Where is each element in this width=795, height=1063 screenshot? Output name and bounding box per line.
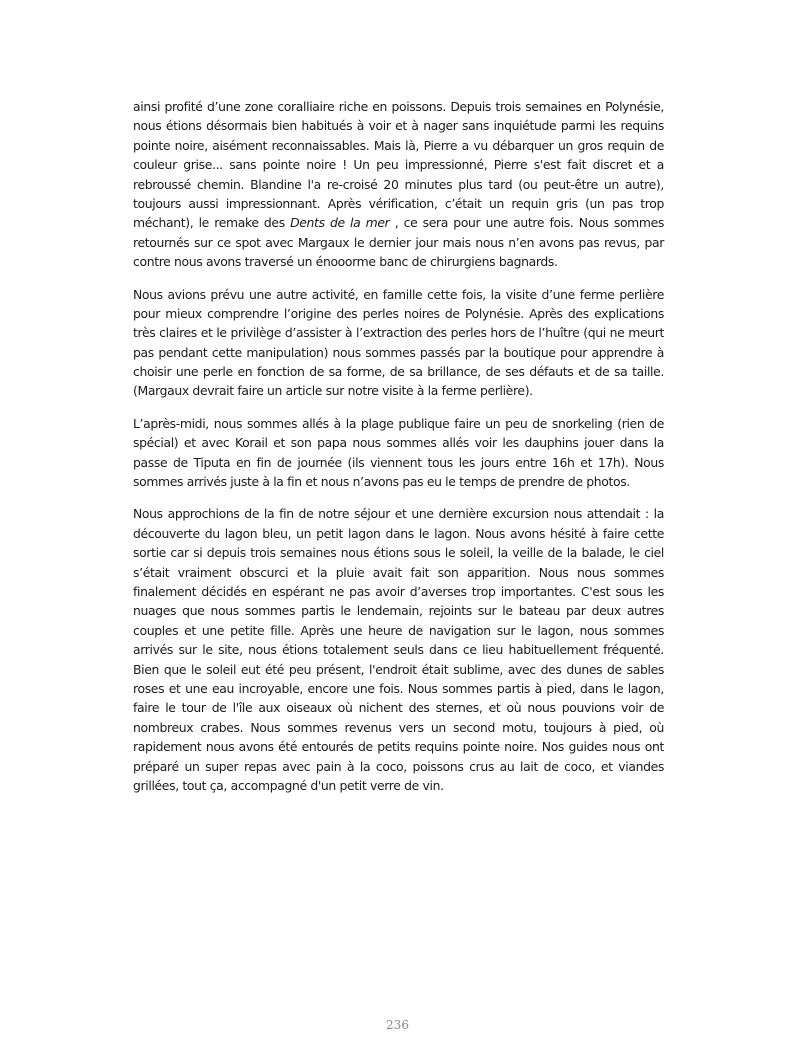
text-line: pointe noire, aisément reconnaissables. Mais là, Pierre a vu débarquer un gros requin de <box>133 137 664 153</box>
text-line: passe de Tiputa en fin de journée (ils viennent tous les jours entre 16h et 17h). Nous <box>133 454 664 470</box>
text-line: rapidement nous avons été entourés de petits requins pointe noire. Nos guides nous ont <box>133 739 664 755</box>
text-line: préparé un super repas avec pain à la coco, poissons crus au lait de coco, et viandes <box>133 758 664 774</box>
text-line: nuages que nous sommes partis le lendemain, rejoints sur le bateau par deux autres <box>133 603 664 619</box>
paragraph-ferme-perliere <box>133 285 664 401</box>
text-line: arrivés sur le site, nous étions totalement seuls dans ce lieu habituellement fréquenté. <box>133 642 664 658</box>
text-line: nombreux crabes. Nous sommes revenus vers un second motu, toujours à pied, où <box>133 719 664 735</box>
text-line: choisir une perle en fonction de sa forme, de sa brillance, de ses défauts et de sa taille. <box>133 364 664 380</box>
text-line: sommes arrivés juste à la fin et nous n’avons pas eu le temps de prendre de photos. <box>133 474 630 490</box>
body-text <box>133 97 664 808</box>
text-line-with-italic-title <box>133 213 664 232</box>
text-line: sortie car si depuis trois semaines nous étions sous le soleil, la veille de la balade, le ciel <box>133 545 664 561</box>
page-number: 236 <box>386 1018 409 1032</box>
text-line: rebroussé chemin. Blandine l'a re-croisé 20 minutes plus tard (ou peut-être un autre), <box>133 176 664 192</box>
text-line: contre nous avons traversé un énooorme banc de chirurgiens bagnards. <box>133 254 558 270</box>
text-line: pour mieux comprendre l’origine des perles noires de Polynésie. Après des explications <box>133 305 664 321</box>
text-line: finalement décidés en espérant ne pas avoir d’averses trop importantes. C'est sous les <box>133 583 664 599</box>
text-line: très claires et le privilège d’assister à l’extraction des perles hors de l’huître (qui ne meurt <box>133 325 664 341</box>
text-line: ainsi profité d’une zone coralliaire riche en poissons. Depuis trois semaines en Polynésie, <box>133 99 664 114</box>
text-line: grillées, tout ça, accompagné d'un petit verre de vin. <box>133 777 444 793</box>
text-line: Bien que le soleil eut été peu présent, l'endroit était sublime, avec des dunes de sables <box>133 661 664 677</box>
text-line: retournés sur ce spot avec Margaux le dernier jour mais nous n’en avons pas revus, par <box>133 234 664 250</box>
text-line: couleur grise... sans pointe noire ! Un peu impressionné, Pierre s'est fait discret et a <box>133 157 664 173</box>
paragraph-lagon-bleu <box>133 504 664 795</box>
text-line: s’était vraiment obscurci et la pluie avait fait son apparition. Nous nous sommes <box>133 564 664 580</box>
text-line: Nous avions prévu une autre activité, en famille cette fois, la visite d’une ferme perlière <box>133 286 664 302</box>
text-line: Nous approchions de la fin de notre séjour et une dernière excursion nous attendait : la <box>133 506 664 522</box>
text-segment: méchant), le remake des <box>133 215 291 231</box>
paragraph-requins <box>133 97 664 272</box>
text-line: L’après-midi, nous sommes allés à la plage publique faire un peu de snorkeling (rien de <box>133 415 664 431</box>
text-segment: , ce sera pour une autre fois. Nous sommes <box>389 215 665 231</box>
text-line: roses et une eau incroyable, encore une fois. Nous sommes partis à pied, dans le lagon, <box>133 680 664 696</box>
paragraph-apres-midi <box>133 414 664 492</box>
text-line: spécial) et avec Korail et son papa nous sommes allés voir les dauphins jouer dans la <box>133 435 664 451</box>
text-line: pas pendant cette manipulation) nous sommes passés par la boutique pour apprendre à <box>133 344 664 360</box>
text-line: toujours aussi impressionnant. Après vérification, c’était un requin gris (un pas trop <box>133 195 664 211</box>
text-line: découverte du lagon bleu, un petit lagon dans le lagon. Nous avons hésité à faire cette <box>133 525 664 541</box>
text-line: couples et une petite fille. Après une heure de navigation sur le lagon, nous sommes <box>133 622 664 638</box>
text-line: nous étions désormais bien habitués à voir et à nager sans inquiétude parmi les requins <box>133 118 664 134</box>
text-line: faire le tour de l'île aux oiseaux où nichent des sternes, et où nous pouvions voir de <box>133 700 664 716</box>
text-line: (Margaux devrait faire un article sur notre visite à la ferme perlière). <box>133 383 533 399</box>
movie-title-italic: Dents de la mer <box>290 215 390 231</box>
